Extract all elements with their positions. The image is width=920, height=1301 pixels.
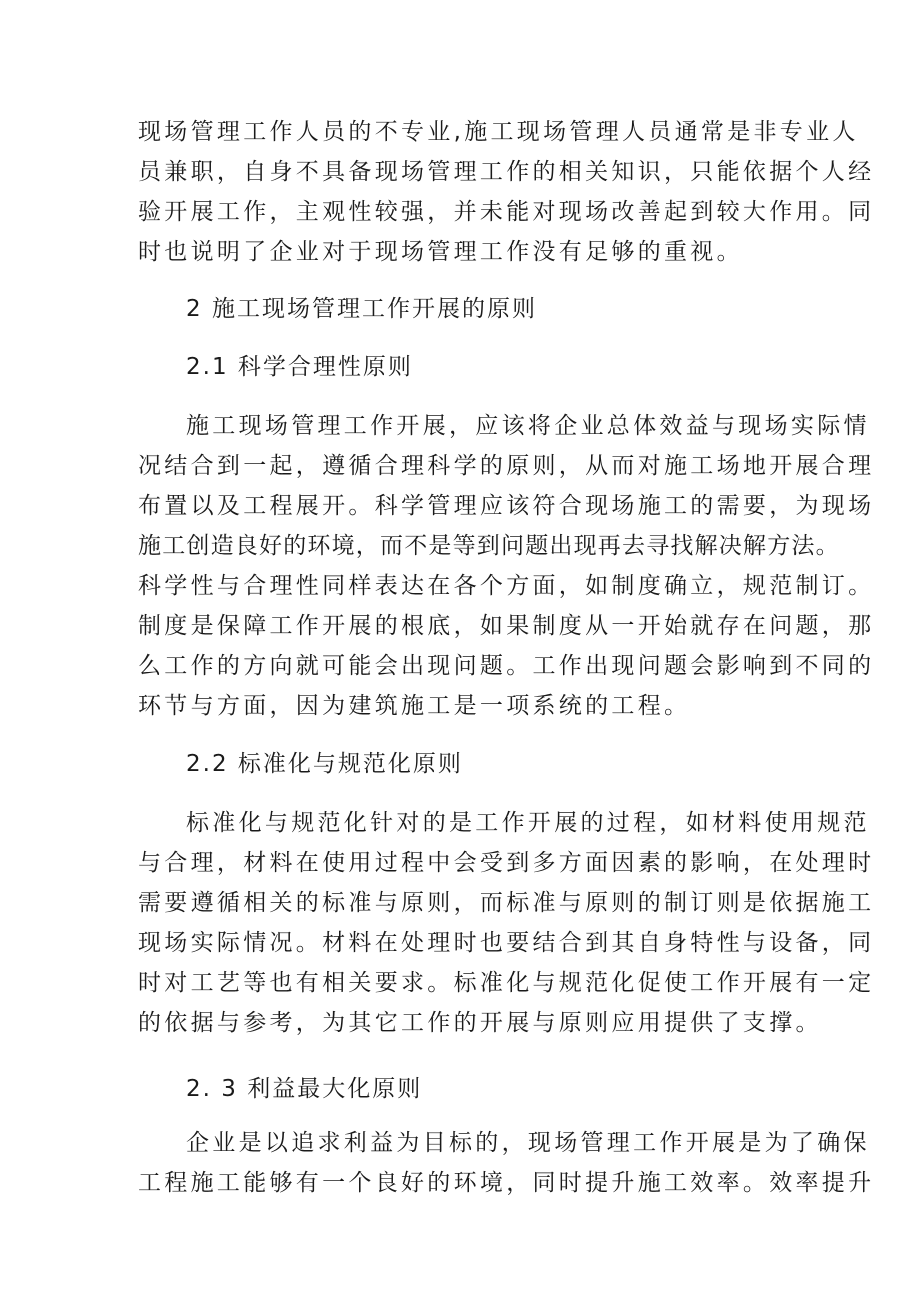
subsection-heading: 2.2 标准化与规范化原则	[186, 751, 463, 777]
paragraph-line: 布置以及工程展开。科学管理应该符合现场施工的需要，为现场	[138, 493, 875, 519]
paragraph-line: 制度是保障工作开展的根底，如果制度从一开始就存在问题，那	[138, 613, 875, 639]
paragraph-line: 环节与方面，因为建筑施工是一项系统的工程。	[138, 693, 691, 719]
paragraph-line: 与合理，材料在使用过程中会受到多方面因素的影响，在处理时	[138, 850, 875, 876]
paragraph-line: 标准化与规范化针对的是工作开展的过程，如材料使用规范	[186, 810, 870, 836]
paragraph-line: 时也说明了企业对于现场管理工作没有足够的重视。	[138, 239, 743, 265]
subsection-heading: 2. 3 利益最大化原则	[186, 1076, 423, 1102]
paragraph-line: 施工创造良好的环境，而不是等到问题出现再去寻找解决解方法。	[138, 533, 840, 559]
paragraph-line: 么工作的方向就可能会出现问题。工作出现问题会影响到不同的	[138, 653, 875, 679]
section-heading: 2 施工现场管理工作开展的原则	[186, 296, 537, 322]
paragraph-line: 需要遵循相关的标准与原则，而标准与原则的制订则是依据施工	[138, 890, 875, 916]
paragraph-line: 工程施工能够有一个良好的环境，同时提升施工效率。效率提升	[138, 1170, 875, 1196]
paragraph-line: 现场实际情况。材料在处理时也要结合到其自身特性与设备，同	[138, 930, 875, 956]
paragraph-line: 况结合到一起，遵循合理科学的原则，从而对施工场地开展合理	[138, 453, 875, 479]
paragraph-line: 企业是以追求利益为目标的，现场管理工作开展是为了确保	[186, 1130, 870, 1156]
paragraph-line: 施工现场管理工作开展，应该将企业总体效益与现场实际情	[186, 413, 870, 439]
paragraph-line: 现场管理工作人员的不专业,施工现场管理人员通常是非专业人	[138, 119, 859, 145]
paragraph-line: 时对工艺等也有相关要求。标准化与规范化促使工作开展有一定	[138, 970, 875, 996]
subsection-heading: 2.1 科学合理性原则	[186, 354, 413, 380]
paragraph-line: 员兼职，自身不具备现场管理工作的相关知识，只能依据个人经	[138, 159, 875, 185]
paragraph-line: 科学性与合理性同样表达在各个方面，如制度确立，规范制订。	[138, 573, 875, 599]
paragraph-line: 验开展工作，主观性较强，并未能对现场改善起到较大作用。同	[138, 199, 875, 225]
paragraph-line: 的依据与参考，为其它工作的开展与原则应用提供了支撑。	[138, 1010, 822, 1036]
